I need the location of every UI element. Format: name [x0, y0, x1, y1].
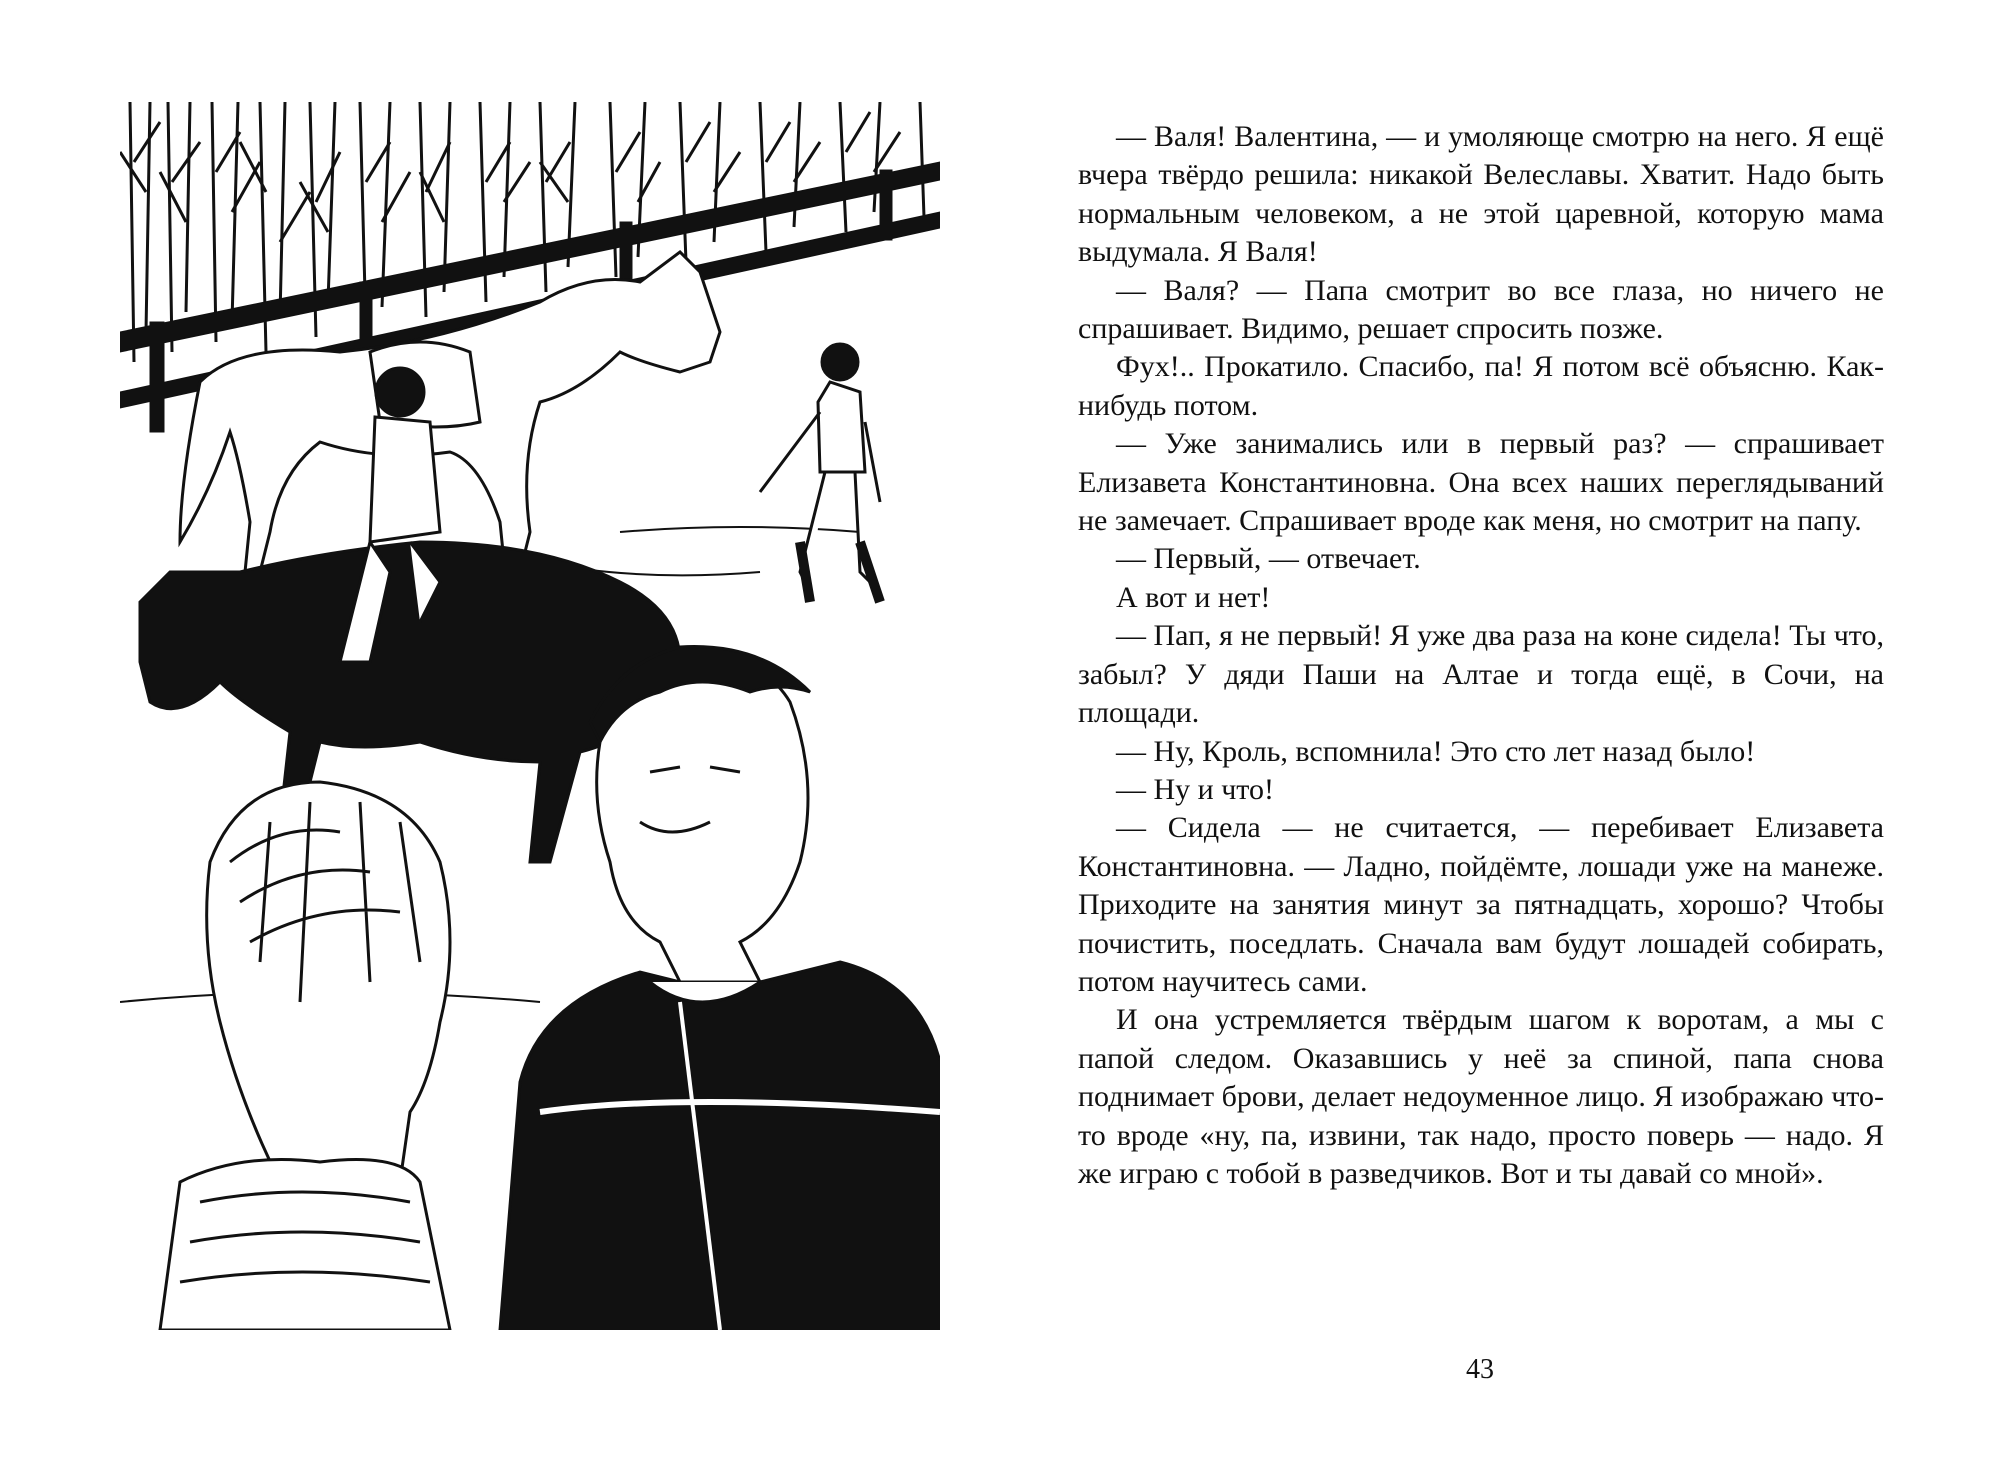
- paragraph-3: Фух!.. Прокатило. Спасибо, па! Я потом всё объясню. Как-нибудь потом.: [1078, 350, 1884, 422]
- paragraph-6: А вот и нет!: [1116, 580, 1271, 614]
- paragraph-7: — Пап, я не первый! Я уже два раза на коне сидела! Ты что, забыл? У дяди Паши на Алтае и тогда ещё, в Сочи, на площади.: [1078, 619, 1884, 730]
- paragraph-1: — Валя! Валентина, — и умоляюще смотрю на него. Я ещё вчера твёрдо решила: никакой Велеславы. Хватит. Надо быть нормальным человеком, а не этой царевной, которую мама выдумала. Я Валя!: [1078, 120, 1884, 269]
- paragraph-8: — Ну, Кроль, вспомнила! Это сто лет назад было!: [1116, 734, 1756, 768]
- paragraph-11: И она устремляется твёрдым шагом к воротам, а мы с папой следом. Оказавшись у неё за спиной, папа снова поднимает брови, делает недоуменное лицо. Я изображаю что-то вроде «ну, па, извини, так надо, просто поверь — надо. Я же играю с тобой в разведчиков. Вот и ты давай со мной».: [1078, 1003, 1884, 1190]
- illustration-drawing: [120, 102, 940, 1330]
- paragraph-10: — Сидела — не считается, — перебивает Елизавета Константиновна. — Ладно, пойдёмте, лошади уже на манеже. Приходите на занятия минут за пятнадцать, хорошо? Чтобы почистить, поседлать. Сначала вам будут лошадей собирать, потом научитесь сами.: [1078, 811, 1884, 998]
- paragraph-2: — Валя? — Папа смотрит во все глаза, но ничего не спрашивает. Видимо, решает спросить позже.: [1078, 273, 1884, 346]
- paragraph-9: — Ну и что!: [1116, 772, 1275, 806]
- paragraph-4: — Уже занимались или в первый раз? — спрашивает Елизавета Константиновна. Она всех наших переглядываний не замечает. Спрашивает вроде как меня, но смотрит на папу.: [1078, 427, 1884, 538]
- page-number: 43: [1466, 1354, 1494, 1385]
- paragraph-5: — Первый, — отвечает.: [1116, 542, 1421, 576]
- illustration-horses-and-riders: [120, 102, 940, 1330]
- text-page: [1078, 118, 1884, 1338]
